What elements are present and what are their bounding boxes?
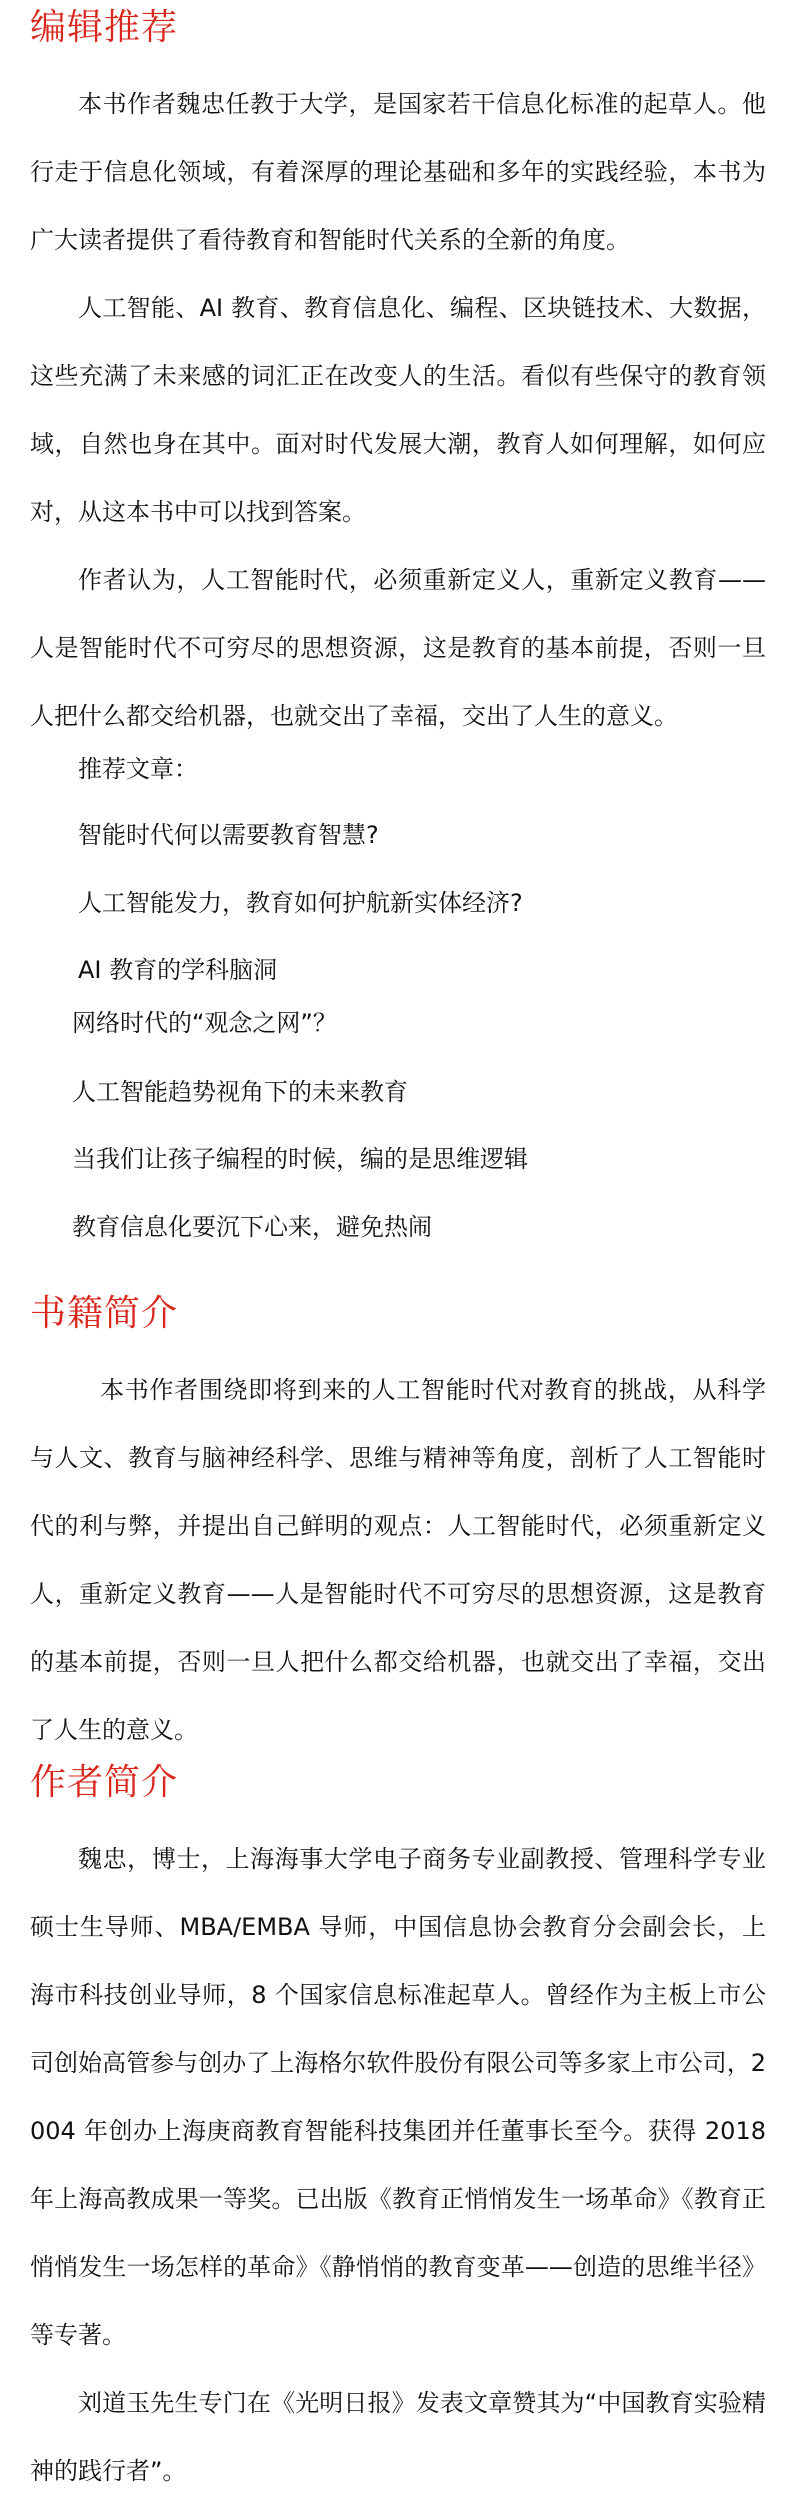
editor-paragraph-3: 作者认为，人工智能时代，必须重新定义人，重新定义教育——人是智能时代不可穷尽的思想资源，这是教育的基本前提，否则一旦人把什么都交给机器，也就交出了幸福，交出了人生的意义。 [30,566,766,730]
section-heading-author: 作者简介 [30,1762,179,1803]
recommended-article-4[interactable]: 网络时代的“观念之网”？ [72,1009,337,1037]
author-introduction-section [30,1762,766,2505]
section-heading-book: 书籍简介 [30,1293,179,1334]
book-introduction-section [30,1293,766,1764]
editor-paragraph-2: 人工智能、AI 教育、教育信息化、编程、区块链技术、大数据，这些充满了未来感的词汇正在改变人的生活。看似有些保守的教育领域，自然也身在其中。面对时代发展大潮，教育人如何理解，如何应对，从这本书中可以找到答案。 [30,294,766,526]
book-paragraph-1: 本书作者围绕即将到来的人工智能时代对教育的挑战，从科学与人文、教育与脑神经科学、思维与精神等角度，剖析了人工智能时代的利与弊，并提出自己鲜明的观点：人工智能时代，必须重新定义人，重新定义教育——人是智能时代不可穷尽的思想资源，这是教育的基本前提，否则一旦人把什么都交给机器，也就交出了幸福，交出了人生的意义。 [30,1376,766,1744]
recommended-article-5[interactable]: 人工智能趋势视角下的未来教育 [72,1078,408,1106]
recommended-article-7[interactable]: 教育信息化要沉下心来，避免热闹 [72,1213,432,1241]
recommended-articles-title: 推荐文章： [78,755,198,783]
section-heading-editor: 编辑推荐 [30,7,179,48]
author-paragraph-1: 魏忠，博士，上海海事大学电子商务专业副教授、管理科学专业硕士生导师、MBA/EMBA 导师，中国信息协会教育分会副会长，上海市科技创业导师，8 个国家信息标准起草人。曾经作为主板上市公司创始高管参与创办了上海格尔软件股份有限公司等多家上市公司，2004 年创办上海庚商教育智能科技集团并任董事长至今。获得 2018 年上海高教成果一等奖。已出版《教育正悄悄发生一场革命》《教育正悄悄发生一场怎样的革命》《静悄悄的教育变革——创造的思维半径》等专著。 [30,1845,766,2349]
editor-paragraph-1: 本书作者魏忠任教于大学，是国家若干信息化标准的起草人。他行走于信息化领域，有着深厚的理论基础和多年的实践经验，本书为广大读者提供了看待教育和智能时代关系的全新的角度。 [30,90,766,254]
recommended-article-1[interactable]: 智能时代何以需要教育智慧? [78,821,379,849]
recommended-article-3[interactable]: AI 教育的学科脑洞 [78,956,278,984]
editor-recommendation-section [30,7,766,750]
author-paragraph-2: 刘道玉先生专门在《光明日报》发表文章赞其为“中国教育实验精神的践行者”。 [30,2389,766,2485]
recommended-article-2[interactable]: 人工智能发力，教育如何护航新实体经济? [78,889,523,917]
recommended-article-6[interactable]: 当我们让孩子编程的时候，编的是思维逻辑 [72,1145,528,1173]
